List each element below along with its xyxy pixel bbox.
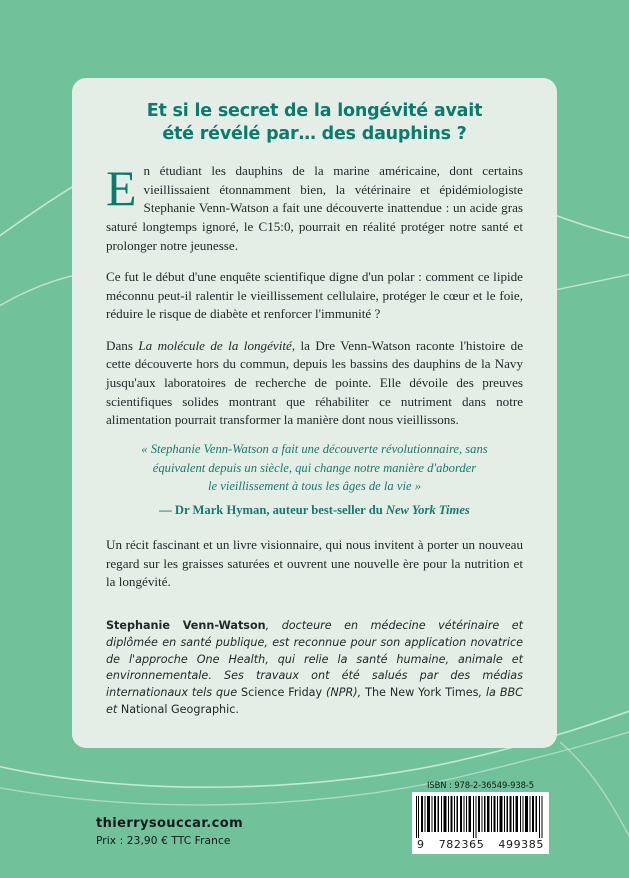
- book-title-mention: La molécule de la longévité: [138, 337, 292, 353]
- cover-footer: [0, 748, 629, 878]
- quote-attribution-text: — Dr Mark Hyman, auteur best-seller du: [159, 503, 386, 518]
- barcode-digits-right: 499385: [498, 838, 544, 851]
- back-cover-content-card: [72, 78, 557, 748]
- author-bio: [72, 592, 557, 719]
- author-bio-text-4: et: [106, 702, 121, 716]
- paragraph-3-suffix: , la Dre Venn-Watson raconte l'histoire de cette découverte hors du commun, depuis les bassins des dauphins de la Navy jusqu'aux laboratoires de recherche de pointe. Elle dévoile des preuves scientifiques solides montrant que réhabiliter ce nutriment dans notre alimentation pourrait transformer la manière dont nous vieillissons.: [106, 337, 524, 428]
- author-bio-text-1: , docteure en médecine vétérinaire et diplômée en santé publique, est reconnue pour son application novatrice de l'approche One Health, qui relie la santé humaine, animale et environnementale. Ses travaux ont été salués par des médias internationaux tels que: [106, 619, 523, 700]
- quote-line-3: le vieillissement à tous les âges de la vie »: [208, 479, 421, 494]
- author-bio-text-3: , la: [478, 686, 500, 700]
- closing-paragraph-text: Un récit fascinant et un livre visionnaire, qui nous invitent à porter un nouveau regard sur les graisses saturées et ouvrent une nouvelle ère pour la nutrition et la longévité.: [106, 537, 523, 590]
- body-copy: [72, 162, 557, 430]
- author-bio-text-2: (NPR),: [322, 686, 366, 700]
- drop-cap-letter: E: [106, 160, 137, 217]
- quote-line-1: « Stephanie Venn-Watson a fait une découverte révolutionnaire, sans: [141, 441, 488, 456]
- book-price: Prix : 23,90 € TTC France: [96, 834, 231, 847]
- paragraph-2: [106, 268, 523, 324]
- media-mention-national-geographic: National Geographic: [120, 702, 236, 716]
- barcode-digits-middle: 782365: [438, 838, 485, 851]
- page-title: [72, 78, 557, 146]
- barcode-area: [412, 780, 549, 854]
- quote-line-2: équivalent depuis un siècle, qui change notre manière d'aborder: [152, 460, 477, 475]
- paragraph-3-prefix: Dans: [106, 337, 139, 353]
- media-mention-nyt: The New York Times: [365, 686, 479, 700]
- pull-quote: [72, 430, 557, 521]
- paragraph-1: [106, 162, 523, 255]
- barcode: [412, 792, 549, 854]
- isbn-label: ISBN : 978-2-36549-938-5: [427, 780, 534, 790]
- author-bio-text-5: .: [235, 702, 239, 716]
- title-line-1: Et si le secret de la longévité avait: [146, 101, 483, 121]
- quote-attribution-publication: New York Times: [385, 503, 470, 518]
- paragraph-2-text: Ce fut le début d'une enquête scientifique digne d'un polar : comment ce lipide méconnu peut-il ralentir le vieillissement cellulaire, protéger le cœur et le foie, réduire le risque de diabète et renforcer l'immunité ?: [106, 269, 523, 322]
- title-line-2: été révélé par… des dauphins ?: [162, 124, 467, 145]
- paragraph-1-text: n étudiant les dauphins de la marine américaine, dont certains vieillissaient étonnamment bien, la vétérinaire et épidémiologiste Stephanie Venn-Watson a fait une découverte inattendue : un acide gras saturé longtemps ignoré, le C15:0, pourrait en réalité protéger notre santé et prolonger notre jeunesse.: [106, 163, 523, 253]
- publisher-website[interactable]: thierrysouccar.com: [96, 816, 244, 831]
- publisher-info: [96, 816, 243, 849]
- media-mention-bbc: BBC: [499, 686, 523, 700]
- barcode-bars-icon: [415, 796, 546, 838]
- closing-paragraph: [72, 520, 557, 592]
- barcode-digit-left: 9: [417, 838, 425, 851]
- paragraph-3: [106, 337, 523, 430]
- media-mention-science-friday: Science Friday: [240, 686, 323, 700]
- barcode-digits: [415, 838, 546, 852]
- author-name: Stephanie Venn-Watson: [106, 619, 266, 632]
- quote-attribution: [112, 501, 517, 520]
